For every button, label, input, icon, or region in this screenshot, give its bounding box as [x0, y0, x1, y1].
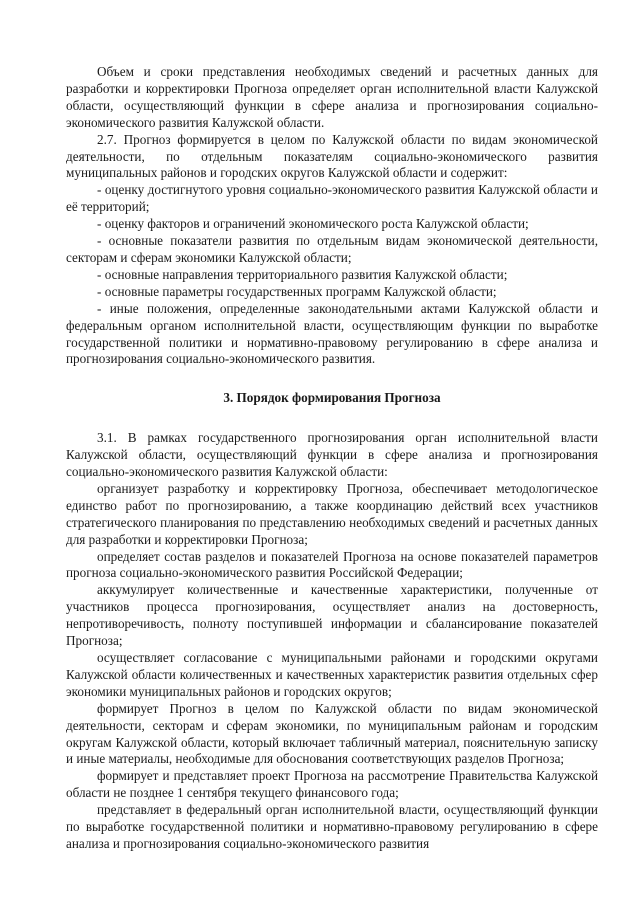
duty-coordinates: осуществляет согласование с муниципальными районами и городскими округами Калужской области количественных и качественных характеристик развития отдельных сфер экономики муниципальных районов и городских округов; — [66, 650, 598, 699]
duty-organizes: организует разработку и корректировку Прогноза, обеспечивает методологическое единство работ по прогнозированию, а также координацию действий всех участников стратегического планирования по представлению необходимых сведений и расчетных данных для разработки и корректировки Прогноза; — [66, 480, 598, 547]
list-item-assessment: - оценку достигнутого уровня социально-экономического развития Калужской области и её территорий; — [66, 182, 598, 215]
list-item-territorial: - основные направления территориального развития Калужской области; — [97, 266, 508, 282]
document-page — [66, 64, 598, 853]
duty-defines: определяет состав разделов и показателей Прогноза на основе показателей параметров прогноза социально-экономического развития Российской Федерации; — [66, 548, 598, 581]
list-item-factors: - оценку факторов и ограничений экономического роста Калужской области; — [97, 216, 529, 232]
duty-accumulates: аккумулирует количественные и качественные характеристики, полученные от участников процесса прогнозирования, осуществляет анализ на достоверность, непротиворечивость, полноту поступившей информации и сбалансирование показателей Прогноза; — [66, 582, 598, 649]
paragraph-2-7: 2.7. Прогноз формируется в целом по Калужской области по видам экономической деятельности, по отдельным показателям социально-экономического развития муниципальных районов и городских округов Калужской области и содержит: — [66, 131, 598, 181]
duty-submits-draft: формирует и представляет проект Прогноза на рассмотрение Правительства Калужской области не позднее 1 сентября текущего финансового года; — [66, 768, 598, 801]
intro-section — [66, 64, 598, 368]
section-heading: 3. Порядок формирования Прогноза — [223, 390, 441, 406]
duty-forms-forecast: формирует Прогноз в целом по Калужской области по видам экономической деятельности, секторам и сферам экономики, по муниципальным районам и городским округам Калужской области, который включает табличный материал, пояснительную записку и иные материалы, необходимые для обоснования соответствующих разделов Прогноза; — [66, 700, 598, 767]
list-item-other-provisions: - иные положения, определенные законодательными актами Калужской области и федеральным органом исполнительной власти, осуществляющим функции по выработке государственной политики и нормативно-правовому регулированию в сфере анализа и прогнозирования социально-экономического развития. — [66, 300, 598, 367]
procedure-section — [66, 430, 598, 853]
list-item-indicators: - основные показатели развития по отдельным видам экономической деятельности, секторам и сферам экономики Калужской области; — [66, 233, 598, 265]
duty-presents-federal: представляет в федеральный орган исполнительной власти, осуществляющий функции по выработке государственной политики и нормативно-правовому регулированию в сфере анализа и прогнозирования социально-экономического развития — [66, 802, 598, 851]
paragraph-3-1: 3.1. В рамках государственного прогнозирования орган исполнительной власти Калужской области, осуществляющий функции в сфере анализа и прогнозирования социально-экономического развития Калужской области: — [66, 430, 598, 480]
paragraph-submission-terms: Объем и сроки представления необходимых сведений и расчетных данных для разработки и корректировки Прогноза определяет орган исполнительной власти Калужской области, осуществляющий функции в сфере анализа и прогнозирования социально-экономического развития Калужской области. — [66, 64, 598, 130]
list-item-programs: - основные параметры государственных программ Калужской области; — [97, 283, 497, 299]
